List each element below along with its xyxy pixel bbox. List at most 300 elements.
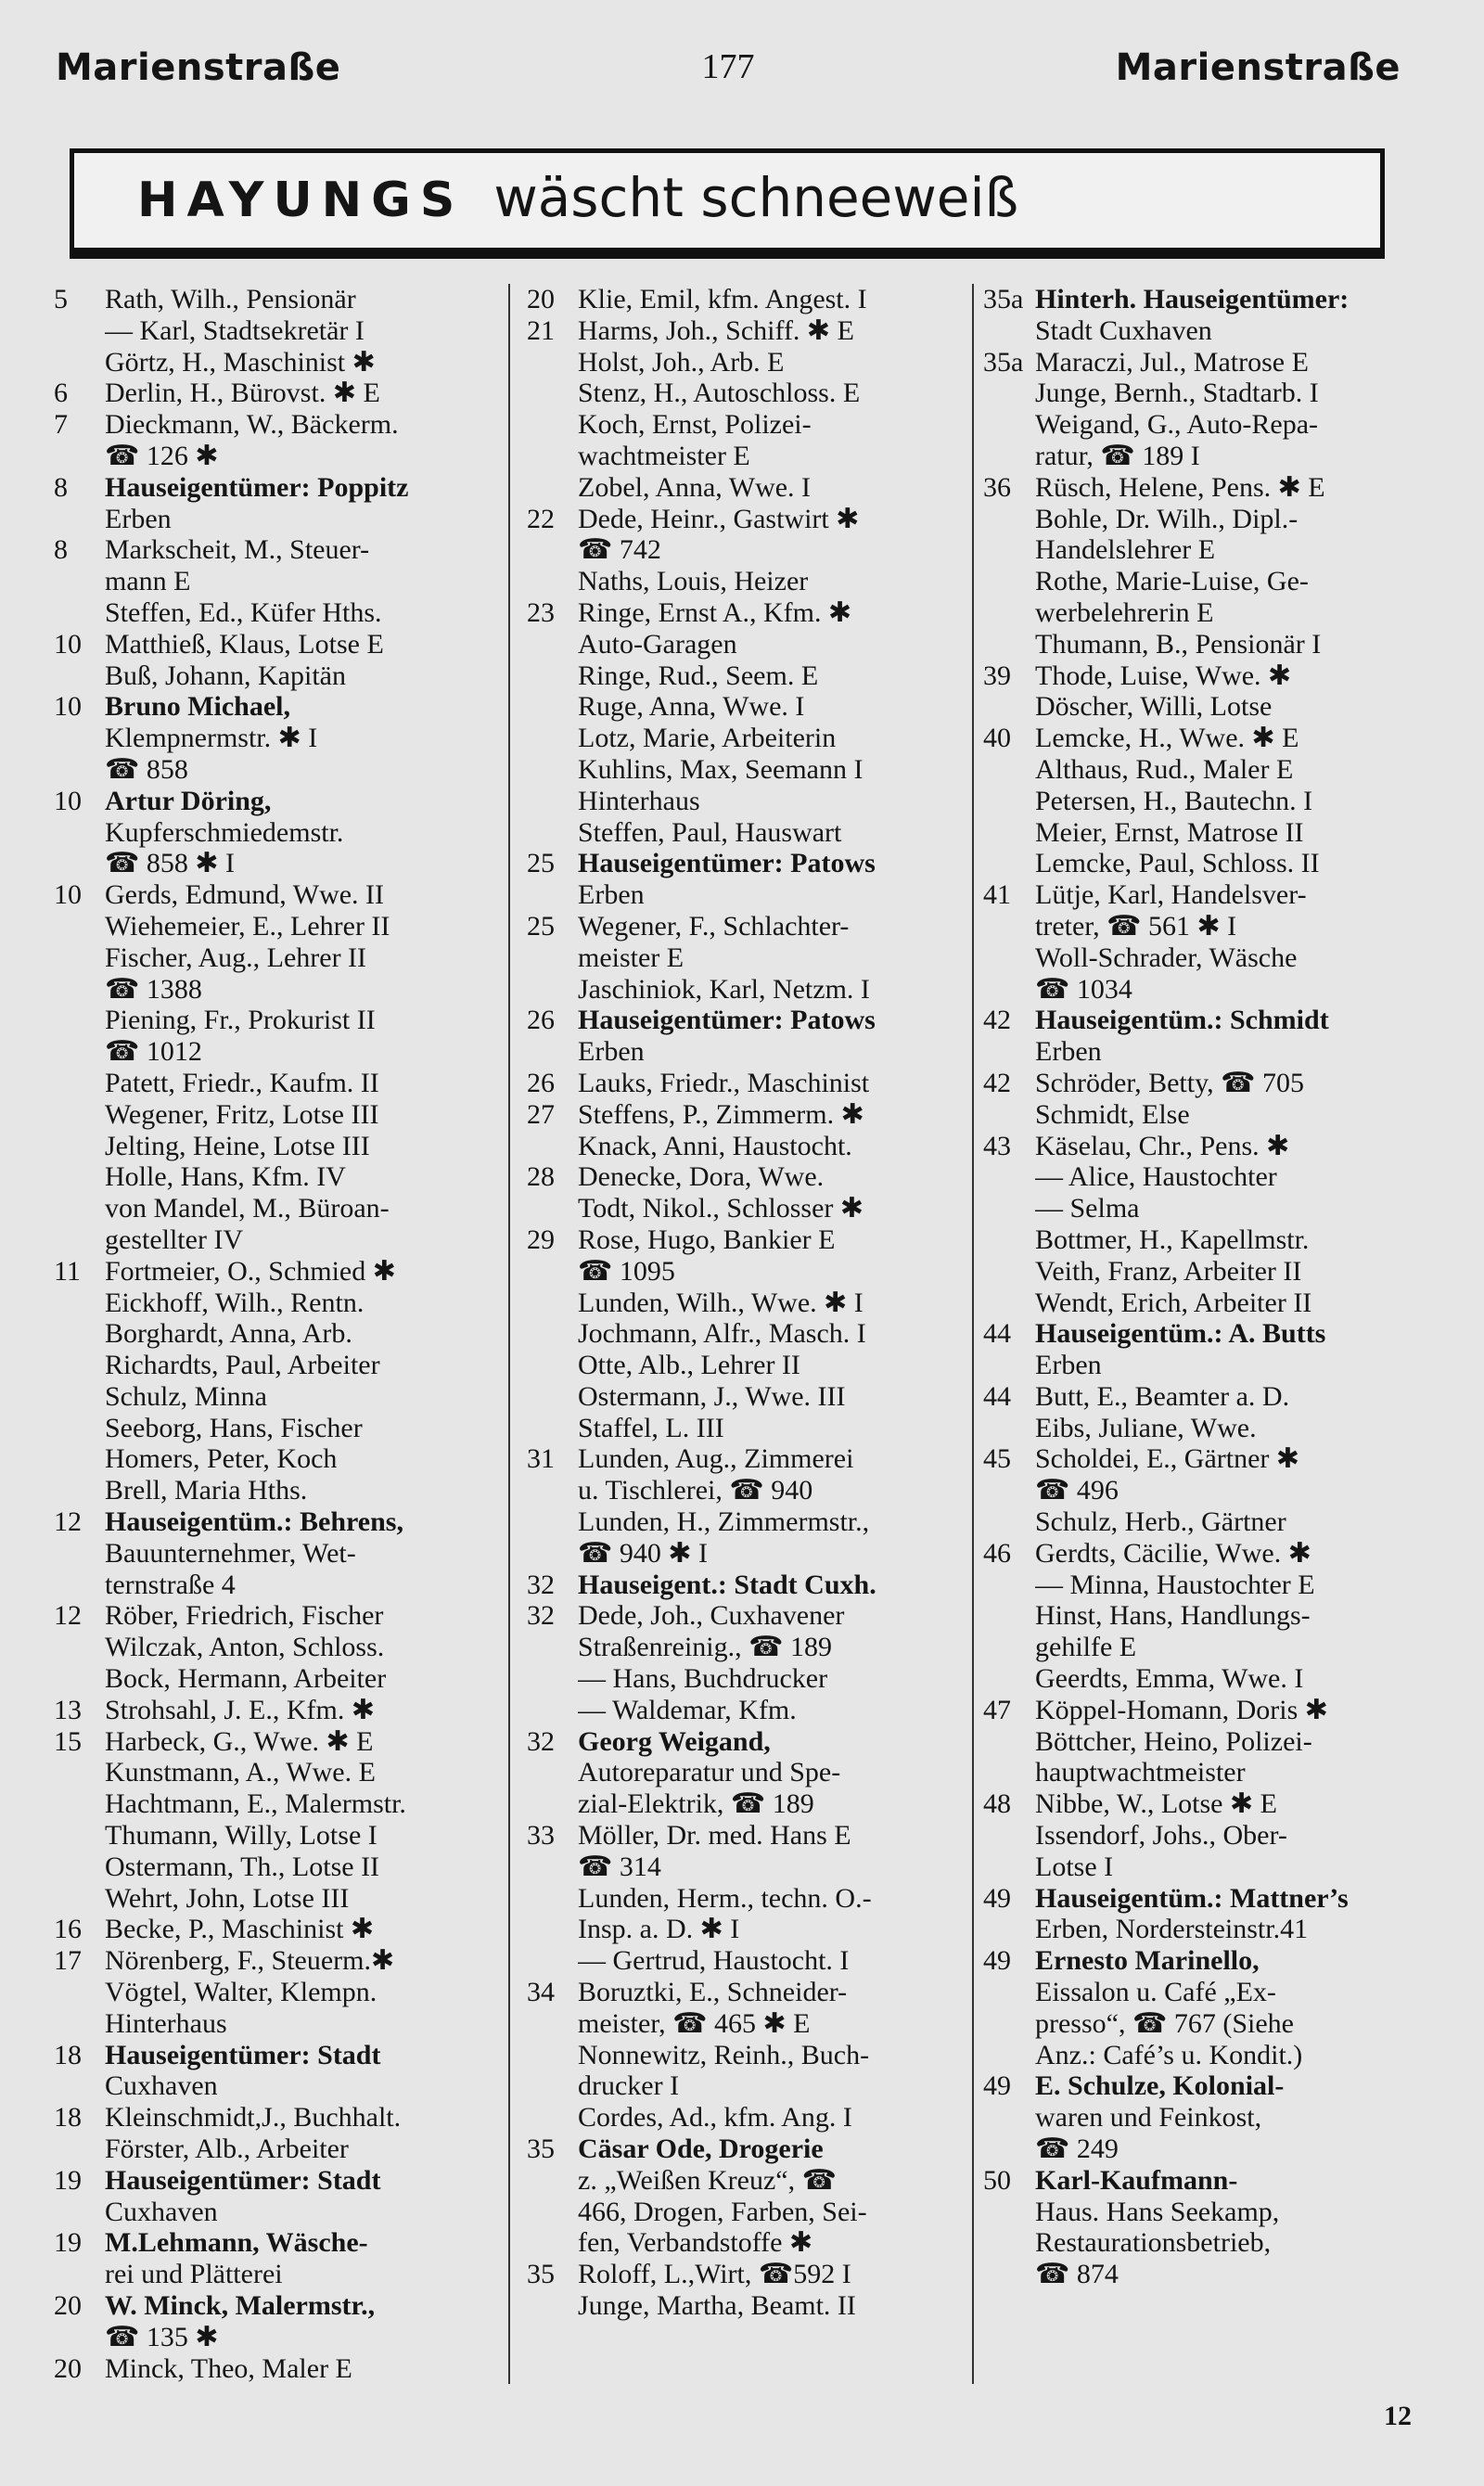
house-number — [54, 848, 105, 879]
house-number — [54, 2070, 105, 2102]
house-number — [527, 660, 578, 692]
entry-text: ☎ 1095 — [578, 1255, 675, 1287]
house-number — [983, 1036, 1035, 1068]
entry-text: Anz.: Café’s u. Kondit.) — [1035, 2039, 1303, 2070]
entry-text: Naths, Louis, Heizer — [578, 566, 809, 597]
entry-text: Rose, Hugo, Bankier E — [578, 1224, 836, 1255]
entry-text: Petersen, H., Bautechn. I — [1035, 785, 1313, 816]
directory-entry — [983, 974, 1428, 1006]
house-number: 35a — [983, 346, 1024, 378]
house-number: 35 — [527, 2134, 555, 2165]
house-number — [54, 911, 105, 942]
directory-entry — [983, 1788, 1428, 1820]
directory-entry — [527, 1099, 959, 1131]
house-number: 29 — [527, 1224, 555, 1255]
directory-entry — [983, 1005, 1428, 1036]
entry-text: Gerdts, Cäcilie, Wwe. ✱ — [1035, 1537, 1311, 1569]
house-number — [527, 786, 578, 817]
directory-entry — [983, 1099, 1428, 1131]
directory-entry — [527, 691, 959, 723]
house-number — [527, 723, 578, 754]
house-number — [527, 1538, 578, 1570]
house-number — [983, 1350, 1035, 1381]
entry-text: ☎ 1388 — [105, 973, 202, 1005]
directory-entry — [54, 1193, 492, 1224]
house-number — [527, 1788, 578, 1820]
house-number — [983, 597, 1035, 629]
house-number: 12 — [54, 1506, 82, 1538]
directory-entry — [527, 1663, 959, 1695]
house-number — [983, 2227, 1035, 2259]
house-number — [983, 1726, 1035, 1758]
directory-entry — [527, 1695, 959, 1726]
house-number: 46 — [983, 1537, 1011, 1569]
entry-text: Hauseigentüm.: Mattner’s — [1035, 1882, 1349, 1914]
entry-text: Gerds, Edmund, Wwe. II — [105, 879, 385, 911]
house-number — [983, 848, 1035, 879]
entry-text: Harbeck, G., Wwe. ✱ E — [105, 1725, 374, 1757]
directory-entry — [983, 1506, 1428, 1538]
entry-text: fen, Verbandstoffe ✱ — [578, 2227, 813, 2259]
directory-entry — [527, 409, 959, 441]
directory-entry — [527, 1413, 959, 1444]
entry-text: Patett, Friedr., Kaufm. II — [105, 1067, 379, 1098]
directory-entry — [54, 1161, 492, 1193]
directory-entry — [983, 1350, 1428, 1381]
house-number — [983, 2008, 1035, 2040]
directory-entry — [527, 879, 959, 911]
directory-entry — [54, 1852, 492, 1883]
house-number: 25 — [527, 910, 555, 942]
entry-text: Jelting, Heine, Lotse III — [105, 1130, 370, 1161]
entry-text: Görtz, H., Maschinist ✱ — [105, 346, 376, 378]
entry-text: Lunden, H., Zimmermstr., — [578, 1506, 870, 1538]
entry-text: Bruno Michael, — [105, 691, 290, 723]
directory-entry — [54, 1381, 492, 1413]
entry-text: Schröder, Betty, ☎ 705 — [1035, 1067, 1305, 1098]
directory-entry — [527, 1914, 959, 1945]
entry-text: Lauks, Friedr., Maschinist — [578, 1067, 870, 1098]
directory-entry — [527, 1193, 959, 1224]
directory-entry — [527, 1883, 959, 1915]
house-number: 12 — [54, 1600, 82, 1632]
directory-entry — [527, 504, 959, 535]
directory-entry — [54, 1224, 492, 1256]
directory-entry — [983, 879, 1428, 911]
directory-entry — [527, 2008, 959, 2040]
entry-text: M.Lehmann, Wäsche- — [105, 2227, 368, 2259]
house-number: 39 — [983, 660, 1011, 691]
entry-text: wachtmeister E — [578, 440, 750, 471]
directory-entry — [527, 2197, 959, 2228]
house-number — [527, 378, 578, 409]
house-number — [54, 2008, 105, 2040]
house-number — [54, 1788, 105, 1820]
house-number — [983, 1570, 1035, 1601]
entry-text: Zobel, Anna, Wwe. I — [578, 471, 812, 503]
directory-entry — [983, 1945, 1428, 1977]
directory-entry — [527, 629, 959, 660]
house-number — [54, 1224, 105, 1256]
entry-text: Veith, Franz, Arbeiter II — [1035, 1255, 1302, 1287]
entry-text: Nörenberg, F., Steuerm.✱ — [105, 1945, 395, 1977]
entry-text: Thumann, B., Pensionär I — [1035, 628, 1322, 660]
entry-text: Ruge, Anna, Wwe. I — [578, 691, 805, 723]
entry-text: ☎ 940 ✱ I — [578, 1537, 708, 1569]
house-number — [983, 1506, 1035, 1538]
directory-entry — [527, 1224, 959, 1256]
directory-entry — [527, 1381, 959, 1413]
entry-text: — Selma — [1035, 1193, 1140, 1224]
directory-entry — [54, 1005, 492, 1036]
house-number — [54, 1663, 105, 1695]
entry-text: ☎ 314 — [578, 1851, 661, 1882]
house-number — [527, 691, 578, 723]
entry-text: Ringe, Rud., Seem. E — [578, 660, 819, 691]
house-number: 50 — [983, 2164, 1011, 2196]
directory-entry — [527, 1788, 959, 1820]
entry-text: Cuxhaven — [105, 2196, 218, 2227]
directory-entry — [527, 1161, 959, 1193]
house-number — [983, 817, 1035, 849]
directory-entry — [527, 817, 959, 849]
house-number: 25 — [527, 848, 555, 879]
directory-entry — [527, 378, 959, 409]
directory-entry — [527, 284, 959, 315]
entry-text: Bohle, Dr. Wilh., Dipl.- — [1035, 503, 1298, 534]
entry-text: Kunstmann, A., Wwe. E — [105, 1757, 376, 1788]
house-number — [983, 911, 1035, 942]
house-number — [983, 378, 1035, 409]
entry-text: Jochmann, Alfr., Masch. I — [578, 1318, 866, 1350]
house-number — [983, 1193, 1035, 1224]
entry-text: Hauseigentüm.: Behrens, — [105, 1506, 403, 1538]
directory-entry — [527, 1945, 959, 1977]
entry-text: Holle, Hans, Kfm. IV — [105, 1161, 346, 1193]
directory-entry — [527, 2290, 959, 2322]
directory-entry — [527, 2227, 959, 2259]
entry-text: hauptwachtmeister — [1035, 1757, 1246, 1788]
entry-text: Otte, Alb., Lehrer II — [578, 1350, 800, 1381]
entry-text: Holst, Joh., Arb. E — [578, 346, 785, 378]
directory-entry — [54, 1131, 492, 1162]
entry-text: Kuhlins, Max, Seemann I — [578, 753, 864, 785]
directory-entry — [54, 1068, 492, 1099]
house-number — [54, 1883, 105, 1915]
entry-text: Brell, Maria Hths. — [105, 1475, 308, 1506]
entry-text: Harms, Joh., Schiff. ✱ E — [578, 314, 854, 346]
entry-text: ☎ 874 — [1035, 2259, 1119, 2290]
house-number — [527, 441, 578, 472]
house-number: 26 — [527, 1005, 555, 1036]
entry-text: Hauseigentüm.: Schmidt — [1035, 1005, 1329, 1036]
entry-text: u. Tischlerei, ☎ 940 — [578, 1475, 813, 1506]
entry-text: Lemcke, H., Wwe. ✱ E — [1035, 723, 1299, 754]
directory-entry — [983, 942, 1428, 974]
house-number — [527, 1914, 578, 1945]
house-number: 47 — [983, 1694, 1011, 1725]
directory-entry — [54, 974, 492, 1006]
entry-text: Autoreparatur und Spe- — [578, 1757, 841, 1788]
entry-text: Junge, Martha, Beamt. II — [578, 2290, 856, 2321]
house-number — [54, 723, 105, 754]
directory-entry — [54, 1475, 492, 1506]
directory-entry — [54, 1632, 492, 1663]
directory-entry — [527, 1570, 959, 1601]
directory-entry — [54, 942, 492, 974]
entry-text: Todt, Nikol., Schlosser ✱ — [578, 1193, 864, 1224]
house-number: 44 — [983, 1318, 1011, 1350]
entry-text: Röber, Friedrich, Fischer — [105, 1600, 384, 1632]
house-number: 11 — [54, 1255, 81, 1287]
directory-entry — [54, 1570, 492, 1601]
entry-text: treter, ☎ 561 ✱ I — [1035, 910, 1237, 942]
entry-text: Junge, Bernh., Stadtarb. I — [1035, 378, 1319, 409]
house-number — [54, 1193, 105, 1224]
house-number — [983, 441, 1035, 472]
entry-text: ratur, ☎ 189 I — [1035, 440, 1200, 471]
entry-text: Erben — [1035, 1350, 1102, 1381]
entry-text: Lunden, Aug., Zimmerei — [578, 1443, 854, 1475]
directory-entry — [54, 723, 492, 754]
house-number — [527, 566, 578, 597]
directory-entry — [983, 629, 1428, 660]
directory-entry — [983, 441, 1428, 472]
house-number — [527, 1256, 578, 1288]
house-number — [54, 1977, 105, 2008]
directory-entry — [983, 1663, 1428, 1695]
house-number — [54, 2259, 105, 2290]
directory-entry — [983, 1475, 1428, 1506]
house-number: 48 — [983, 1788, 1011, 1820]
directory-entry — [54, 409, 492, 441]
entry-text: Thode, Luise, Wwe. ✱ — [1035, 660, 1292, 691]
house-number — [54, 1632, 105, 1663]
house-number — [983, 1663, 1035, 1695]
entry-text: presso“, ☎ 767 (Siehe — [1035, 2007, 1294, 2039]
directory-entry — [527, 315, 959, 347]
entry-text: Roloff, L.,Wirt, ☎592 I — [578, 2259, 851, 2290]
directory-entry — [983, 1914, 1428, 1945]
house-number: 27 — [527, 1098, 555, 1130]
directory-column-3 — [983, 284, 1428, 2403]
house-number: 19 — [54, 2164, 82, 2196]
directory-entry — [527, 472, 959, 504]
house-number — [983, 1224, 1035, 1256]
directory-entry — [54, 1600, 492, 1632]
house-number — [983, 2102, 1035, 2134]
directory-entry — [54, 1820, 492, 1852]
entry-text: Issendorf, Johs., Ober- — [1035, 1820, 1287, 1852]
house-number — [54, 1570, 105, 1601]
entry-text: — Minna, Haustochter E — [1035, 1569, 1315, 1600]
directory-entry — [54, 2227, 492, 2259]
entry-text: Insp. a. D. ✱ I — [578, 1914, 740, 1945]
house-number: 32 — [527, 1569, 555, 1600]
entry-text: Althaus, Rud., Maler E — [1035, 753, 1294, 785]
entry-text: Homers, Peter, Koch — [105, 1443, 338, 1475]
entry-text: Wehrt, John, Lotse III — [105, 1882, 350, 1914]
directory-entry — [527, 2102, 959, 2134]
house-number — [527, 1945, 578, 1977]
entry-text: drucker I — [578, 2070, 680, 2102]
entry-text: Wegener, F., Schlachter- — [578, 910, 850, 942]
house-number — [983, 566, 1035, 597]
house-number — [527, 2102, 578, 2134]
house-number — [527, 2227, 578, 2259]
entry-text: Geerdts, Emma, Wwe. I — [1035, 1663, 1304, 1695]
house-number — [54, 2197, 105, 2228]
directory-entry — [54, 284, 492, 315]
entry-text: zial-Elektrik, ☎ 189 — [578, 1788, 814, 1820]
entry-text: Bock, Hermann, Arbeiter — [105, 1663, 387, 1695]
entry-text: Richardts, Paul, Arbeiter — [105, 1350, 380, 1381]
house-number — [54, 1068, 105, 1099]
entry-text: Georg Weigand, — [578, 1725, 771, 1757]
advertisement-box — [70, 148, 1385, 252]
entry-text: gestellter IV — [105, 1224, 244, 1255]
house-number — [983, 2040, 1035, 2071]
directory-entry — [527, 1443, 959, 1475]
directory-entry — [983, 284, 1428, 315]
house-number: 7 — [54, 409, 68, 441]
house-number — [983, 629, 1035, 660]
house-number — [983, 754, 1035, 786]
directory-entry — [983, 1318, 1428, 1350]
entry-text: Hinterh. Hauseigentümer: — [1035, 284, 1350, 314]
entry-text: Fortmeier, O., Schmied ✱ — [105, 1255, 396, 1287]
entry-text: z. „Weißen Kreuz“, ☎ — [578, 2164, 837, 2196]
directory-entry — [527, 441, 959, 472]
house-number — [527, 974, 578, 1006]
house-number — [983, 315, 1035, 347]
directory-entry — [54, 2322, 492, 2353]
directory-entry — [983, 2070, 1428, 2102]
page-header — [56, 46, 1401, 102]
directory-entry — [54, 1413, 492, 1444]
directory-entry — [527, 1036, 959, 1068]
entry-text: Ostermann, Th., Lotse II — [105, 1851, 380, 1882]
column-divider-2 — [972, 284, 974, 2384]
directory-entry — [54, 315, 492, 347]
directory-entry — [54, 1914, 492, 1945]
directory-entry — [983, 2134, 1428, 2165]
entry-text: Köppel-Homann, Doris ✱ — [1035, 1694, 1328, 1725]
entry-text: Möller, Dr. med. Hans E — [578, 1820, 851, 1852]
house-number — [983, 1256, 1035, 1288]
house-number — [983, 1914, 1035, 1945]
entry-text: von Mandel, M., Büroan- — [105, 1193, 390, 1224]
house-number: 36 — [983, 471, 1011, 503]
entry-text: Vögtel, Walter, Klempn. — [105, 1977, 377, 2008]
house-number — [527, 472, 578, 504]
directory-entry — [983, 754, 1428, 786]
entry-text: Hinst, Hans, Handlungs- — [1035, 1600, 1311, 1632]
entry-text: Butt, E., Beamter a. D. — [1035, 1380, 1290, 1412]
directory-entry — [527, 347, 959, 378]
directory-entry — [54, 848, 492, 879]
house-number — [54, 1005, 105, 1036]
house-number: 20 — [54, 2290, 82, 2321]
directory-entry — [527, 1350, 959, 1381]
house-number: 49 — [983, 1945, 1011, 1977]
house-number: 22 — [527, 503, 555, 534]
house-number — [54, 1036, 105, 1068]
house-number: 16 — [54, 1914, 82, 1945]
directory-entry — [54, 534, 492, 566]
directory-column-1 — [54, 284, 492, 2403]
entry-text: Klempnermstr. ✱ I — [105, 723, 318, 754]
entry-text: Kleinschmidt,J., Buchhalt. — [105, 2102, 402, 2134]
entry-text: Eibs, Juliane, Wwe. — [1035, 1412, 1257, 1443]
house-number — [527, 2290, 578, 2322]
directory-entry — [527, 1726, 959, 1758]
directory-entry — [527, 534, 959, 566]
directory-entry — [54, 597, 492, 629]
running-title-right: Marienstraße — [1115, 46, 1401, 89]
house-number: 49 — [983, 2070, 1011, 2102]
directory-entry — [983, 2102, 1428, 2134]
ad-claim: wäscht schneeweiß — [493, 166, 1019, 229]
house-number: 20 — [527, 284, 555, 314]
house-number — [983, 2197, 1035, 2228]
house-number — [983, 1632, 1035, 1663]
entry-text: Schulz, Minna — [105, 1380, 267, 1412]
directory-entry — [54, 1288, 492, 1319]
house-number — [54, 441, 105, 472]
entry-text: Hinterhaus — [578, 785, 700, 816]
entry-text: Handelslehrer E — [1035, 534, 1216, 566]
house-number — [527, 942, 578, 974]
entry-text: 466, Drogen, Farben, Sei- — [578, 2196, 867, 2227]
directory-entry — [527, 1256, 959, 1288]
house-number — [983, 1161, 1035, 1193]
entry-text: ☎ 496 — [1035, 1475, 1119, 1506]
directory-entry — [527, 2070, 959, 2102]
directory-entry — [527, 2165, 959, 2197]
house-number — [54, 347, 105, 378]
house-number — [527, 1852, 578, 1883]
directory-entry — [54, 504, 492, 535]
entry-text: Haus. Hans Seekamp, — [1035, 2196, 1280, 2227]
directory-entry — [983, 817, 1428, 849]
directory-entry — [527, 1318, 959, 1350]
house-number: 42 — [983, 1067, 1011, 1098]
house-number: 15 — [54, 1725, 82, 1757]
house-number — [983, 409, 1035, 441]
entry-text: Ostermann, J., Wwe. III — [578, 1380, 846, 1412]
entry-text: Straßenreinig., ☎ 189 — [578, 1632, 832, 1663]
directory-entry — [54, 911, 492, 942]
entry-text: Stadt Cuxhaven — [1035, 314, 1212, 346]
entry-text: Förster, Alb., Arbeiter — [105, 2134, 349, 2165]
house-number: 10 — [54, 879, 82, 911]
house-number — [54, 1161, 105, 1193]
house-number: 49 — [983, 1882, 1011, 1914]
house-number — [983, 974, 1035, 1006]
entry-text: — Karl, Stadtsekretär I — [105, 314, 365, 346]
entry-text: Becke, P., Maschinist ✱ — [105, 1914, 375, 1945]
entry-text: werbelehrerin E — [1035, 596, 1214, 628]
house-number — [527, 2008, 578, 2040]
directory-entry — [54, 879, 492, 911]
entry-text: ternstraße 4 — [105, 1569, 236, 1600]
directory-entry — [54, 2040, 492, 2071]
house-number — [527, 1695, 578, 1726]
directory-entry — [983, 566, 1428, 597]
entry-text: Ernesto Marinello, — [1035, 1945, 1260, 1977]
directory-entry — [527, 1131, 959, 1162]
